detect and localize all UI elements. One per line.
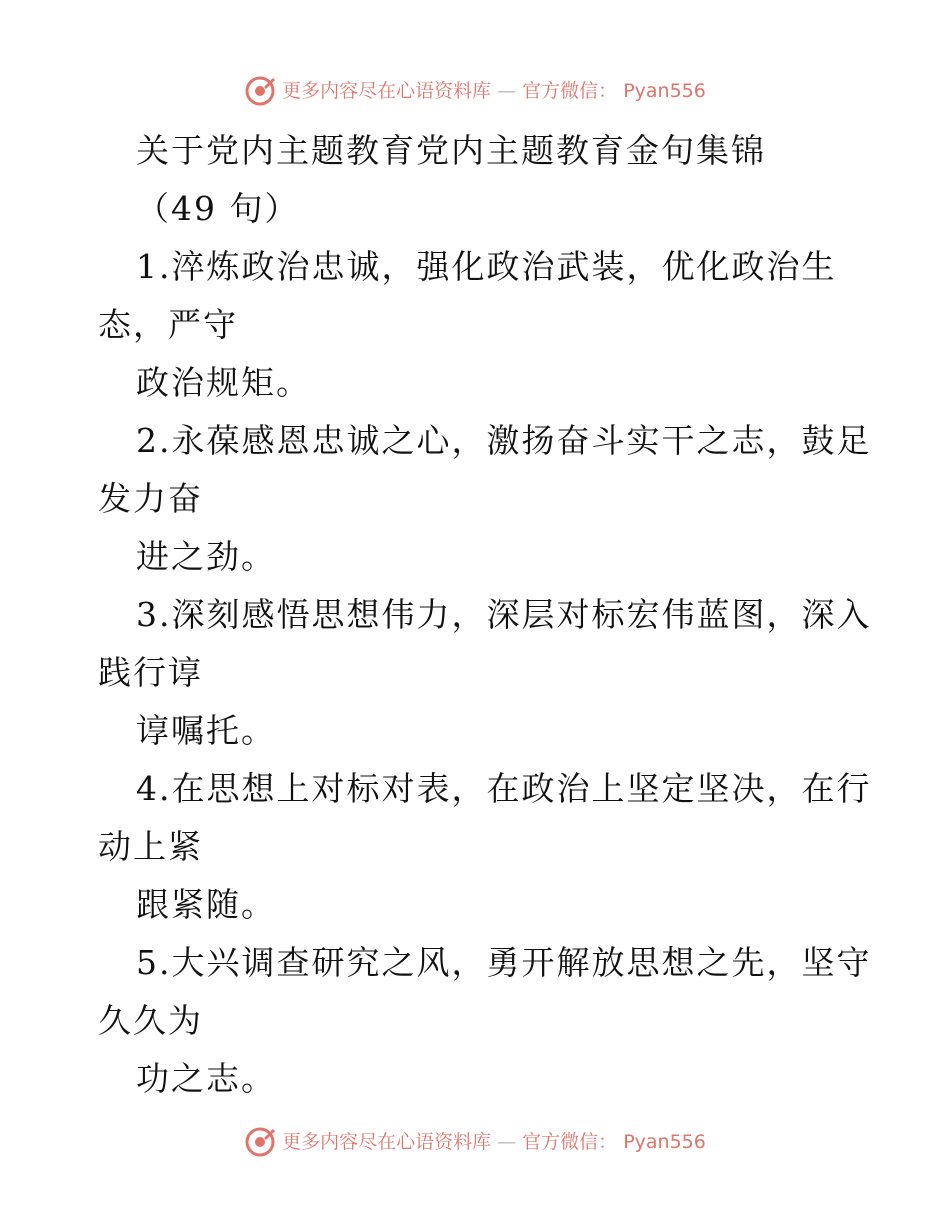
document-title-count: （49 句） [136, 189, 300, 228]
watermark-text: 更多内容尽在心语资料库 [282, 1131, 492, 1153]
item-2-line-3: 进之劲。 [136, 537, 276, 576]
item-4-line-3: 跟紧随。 [136, 885, 276, 924]
watermark-wechat-id: Pyan556 [623, 1131, 706, 1153]
item-1-line-2: 态，严守 [98, 305, 238, 344]
item-4-line-1: 4.在思想上对标对表，在政治上坚定坚决，在行 [136, 769, 872, 808]
item-5-line-3: 功之志。 [136, 1059, 276, 1098]
watermark-text: 更多内容尽在心语资料库 [282, 80, 492, 102]
pen-logo-icon [244, 75, 276, 107]
watermark-wechat-label: 官方微信： [522, 80, 618, 102]
document-body [98, 122, 888, 1108]
item-3-line-1: 3.深刻感悟思想伟力，深层对标宏伟蓝图，深入 [136, 595, 872, 634]
item-2-line-2: 发力奋 [98, 479, 203, 518]
item-3-line-3: 谆嘱托。 [136, 711, 276, 750]
item-5-line-1: 5.大兴调查研究之风，勇开解放思想之先，坚守 [136, 943, 872, 982]
item-2-line-1: 2.永葆感恩忠诚之心，激扬奋斗实干之志，鼓足 [136, 421, 872, 460]
watermark-dash: — [497, 80, 517, 102]
document-title: 关于党内主题教育党内主题教育金句集锦 [136, 131, 766, 170]
footer-watermark [0, 1126, 950, 1158]
item-5-line-2: 久久为 [98, 1001, 203, 1040]
pen-logo-icon [244, 1126, 276, 1158]
item-1-line-3: 政治规矩。 [136, 363, 311, 402]
item-4-line-2: 动上紧 [98, 827, 203, 866]
watermark-dash: — [497, 1131, 517, 1153]
watermark-wechat-id: Pyan556 [623, 80, 706, 102]
header-watermark [0, 75, 950, 107]
item-3-line-2: 践行谆 [98, 653, 203, 692]
watermark-wechat-label: 官方微信： [522, 1131, 618, 1153]
item-1-line-1: 1.淬炼政治忠诚，强化政治武装，优化政治生 [136, 247, 837, 286]
